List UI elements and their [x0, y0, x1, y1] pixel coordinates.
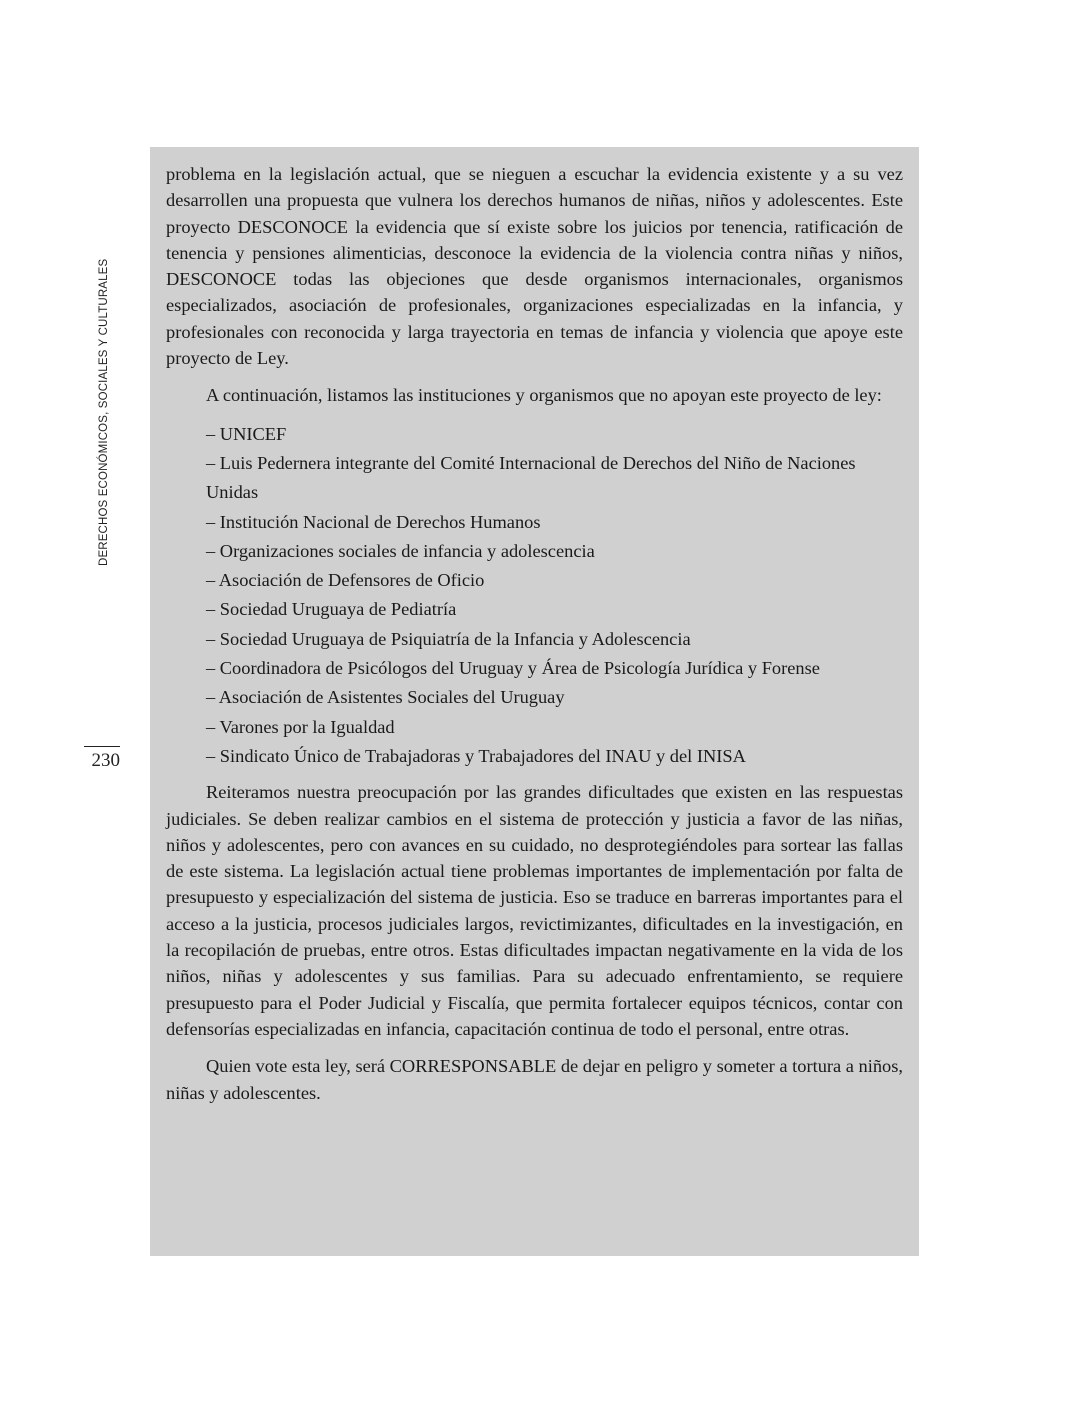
list-item: – Institución Nacional de Derechos Humanos: [206, 511, 541, 532]
list-item: – Luis Pedernera integrante del Comité Internacional de Derechos del Niño de Naciones Unidas: [206, 452, 856, 503]
list-item: – Sociedad Uruguaya de Pediatría: [206, 599, 457, 620]
running-section-title: DERECHOS ECONÓMICOS, SOCIALES Y CULTURALES: [98, 258, 110, 566]
paragraph-3: Reiteramos nuestra preocupación por las grandes dificultades que existen en las respuestas judiciales. Se deben realizar cambios en el sistema de protección y justicia a favor de las niñas, niños y adolescentes, pero con avances en su cuidado, no desprotegiéndoles para sortear las fallas de este sistema. La legislación actual tiene problemas importantes de implementación por falta de presupuesto y especialización del sistema de justicia. Eso se traduce en barreras importantes para el acceso a la justicia, procesos judiciales largos, revictimizantes, dificultades en la investigación, en la recopilación de pruebas, entre otros. Estas dificultades impactan negativamente en la vida de los niños, niñas y adolescentes y sus familias. Para su adecuado enfrentamiento, se requiere presupuesto para el Poder Judicial y Fiscalía, que permita fortalecer equipos técnicos, contar con defensorías especializadas en infancia, capacitación continua de todo el personal, entre otras.: [166, 782, 903, 1039]
paragraph-1: problema en la legislación actual, que se nieguen a escuchar la evidencia existente y a su vez desarrollen una propuesta que vulnera los derechos humanos de niñas, niños y adolescentes. Este proyecto DESCONOCE la evidencia que sí existe sobre los juicios por tenencia, ratificación de tenencia y pensiones alimenticias, desconoce la evidencia de la violencia contra niñas y niños, DESCONOCE todas las objeciones que desde organismos internacionales, organismos especializados, asociación de profesionales, organizaciones especializadas en la infancia, y profesionales con reconocida y larga trayectoria en temas de infancia y violencia que apoye este proyecto de Ley.: [166, 164, 903, 369]
list-item: – UNICEF: [206, 423, 287, 444]
page-number: 230: [84, 746, 120, 772]
list-item: – Varones por la Igualdad: [206, 716, 395, 737]
institutions-list: [166, 420, 903, 772]
list-item: – Asociación de Defensores de Oficio: [206, 570, 485, 591]
list-item: – Sociedad Uruguaya de Psiquiatría de la Infancia y Adolescencia: [206, 628, 691, 649]
list-item: – Organizaciones sociales de infancia y adolescencia: [206, 540, 595, 561]
paragraph-4: Quien vote esta ley, será CORRESPONSABLE de dejar en peligro y someter a tortura a niños, niñas y adolescentes.: [166, 1056, 903, 1103]
shaded-text-box: [150, 147, 919, 1256]
list-item: – Asociación de Asistentes Sociales del Uruguay: [206, 687, 565, 708]
list-item: – Sindicato Único de Trabajadoras y Trabajadores del INAU y del INISA: [206, 745, 746, 766]
paragraph-2: A continuación, listamos las instituciones y organismos que no apoyan este proyecto de ley:: [206, 385, 882, 406]
list-item: – Coordinadora de Psicólogos del Uruguay y Área de Psicología Jurídica y Forense: [206, 658, 820, 679]
